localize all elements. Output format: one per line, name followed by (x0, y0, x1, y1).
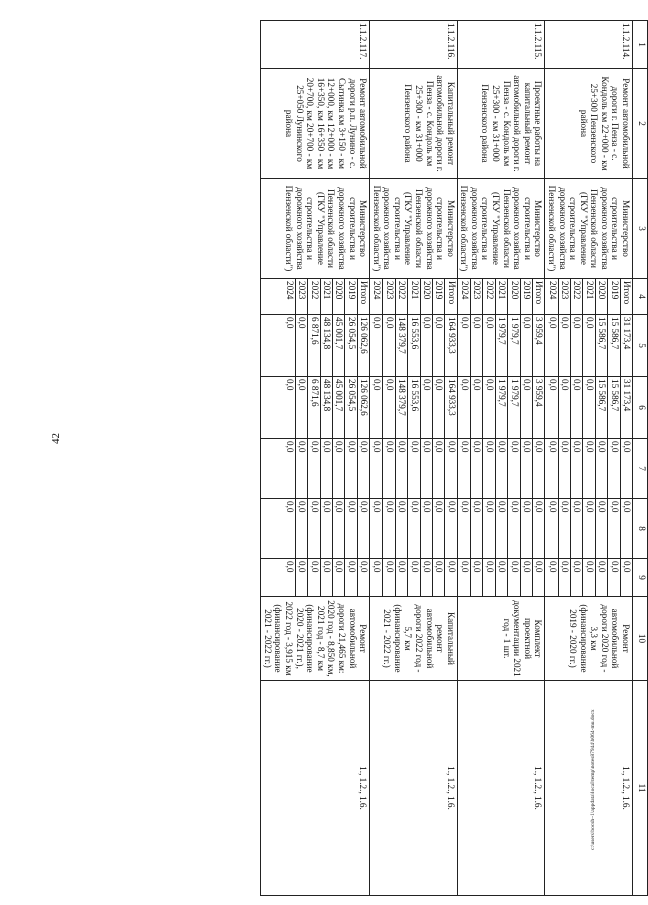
amount-value: 0,0 (444, 559, 456, 596)
amount-value: 0,0 (382, 439, 394, 498)
amount-value: 0,0 (558, 439, 570, 498)
amount-value: 0,0 (320, 439, 332, 498)
amount-value: 0,0 (432, 439, 444, 498)
amount-value: 0,0 (295, 377, 307, 438)
col-header-3: 3 (633, 179, 648, 279)
amount-value: 0,0 (620, 439, 632, 498)
row-number: 1.1.2.116. (370, 21, 458, 69)
amount-cell (370, 315, 458, 377)
amount-value: 0,0 (570, 499, 582, 558)
amount-value: 0,0 (520, 559, 532, 596)
amount-cell (457, 499, 545, 559)
amount-value: 16 553,6 (407, 315, 419, 376)
amount-value: 0,0 (295, 439, 307, 498)
amount-value: 3 959,4 (532, 377, 544, 438)
amount-cell (457, 439, 545, 499)
year-value: 2022 (395, 279, 407, 314)
amount-value: 0,0 (570, 559, 582, 596)
amount-value: 1 979,7 (507, 377, 519, 438)
year-value: 2023 (295, 279, 307, 314)
year-value: 2019 (520, 279, 532, 314)
year-value: 2020 (332, 279, 344, 314)
amount-value: 0,0 (570, 439, 582, 498)
amount-value: 0,0 (307, 439, 319, 498)
amount-value: 0,0 (482, 315, 494, 376)
year-value: 2019 (432, 279, 444, 314)
year-value: 2022 (482, 279, 494, 314)
amount-value: 0,0 (520, 439, 532, 498)
page-number: 42 (50, 433, 62, 444)
amount-cell (261, 559, 370, 597)
result-indicator: Капитальный ремонт автомобильной дороги 2022 год - 5,7 км (финансирование 2021 - 2022 гг.) (370, 597, 458, 681)
executor-name: Министерство строительства и дорожного хозяйства Пензенской области (ГКУ "Управление строительства и дорожного хозяйства Пензенской области") (545, 179, 633, 279)
year-value: 2021 (320, 279, 332, 314)
amount-cell (457, 315, 545, 377)
amount-cell (457, 559, 545, 597)
col-header-5: 5 (633, 315, 648, 377)
amount-value: 0,0 (547, 379, 558, 391)
amount-value: 0,0 (432, 377, 444, 438)
year-value: 2020 (507, 279, 519, 314)
year-value: 2022 (570, 279, 582, 314)
amount-value: 0,0 (395, 499, 407, 558)
amount-value: 0,0 (320, 559, 332, 596)
amount-value: 0,0 (595, 499, 607, 558)
year-value: 2024 (547, 281, 558, 300)
amount-value: 0,0 (372, 441, 383, 453)
amount-value: 0,0 (460, 501, 471, 513)
amount-value: 0,0 (470, 377, 482, 438)
amount-value: 45 001,7 (332, 315, 344, 376)
amount-value: 0,0 (595, 439, 607, 498)
amount-value: 0,0 (357, 499, 369, 558)
amount-value: 0,0 (307, 499, 319, 558)
row-number: 1.1.2.114. (545, 21, 633, 69)
amount-value: 0,0 (482, 499, 494, 558)
amount-value: 0,0 (332, 439, 344, 498)
amount-value: 31 173,4 (620, 377, 632, 438)
amount-value: 0,0 (372, 561, 383, 573)
target-reference: 1., 1.2., 1.6. (457, 681, 545, 896)
amount-cell (545, 559, 633, 597)
target-reference: 1., 1.2., 1.6. (545, 681, 633, 896)
year-value: 2021 (495, 279, 507, 314)
year-value: Итого (444, 279, 456, 314)
amount-value: 0,0 (532, 499, 544, 558)
amount-value: 0,0 (295, 499, 307, 558)
amount-value: 15 586,7 (595, 377, 607, 438)
measure-name: Ремонт автомобильной дороги г. Пенза - с. Кондоль км 22+000 - км 25+300 Пензенского района (545, 69, 633, 179)
amount-value: 0,0 (460, 379, 471, 391)
amount-value: 0,0 (582, 559, 594, 596)
amount-value: 0,0 (495, 559, 507, 596)
year-value: 2022 (307, 279, 319, 314)
amount-value: 0,0 (482, 439, 494, 498)
amount-value: 15 586,7 (607, 377, 619, 438)
executor-name: Министерство строительства и дорожного хозяйства Пензенской области (ГКУ "Управление строительства и дорожного хозяйства Пензенской области") (370, 179, 458, 279)
amount-value: 0,0 (344, 559, 356, 596)
amount-value: 15 586,7 (607, 315, 619, 376)
amount-value: 0,0 (595, 559, 607, 596)
amount-value: 0,0 (520, 499, 532, 558)
amount-value: 0,0 (532, 559, 544, 596)
amount-cell (370, 559, 458, 597)
amount-value: 0,0 (284, 317, 295, 329)
table-row (545, 21, 633, 896)
amount-cell (370, 499, 458, 559)
amount-value: 0,0 (432, 499, 444, 558)
amount-value: 0,0 (382, 559, 394, 596)
col-header-2: 2 (633, 69, 648, 179)
col-header-6: 6 (633, 377, 648, 439)
amount-value: 0,0 (460, 441, 471, 453)
amount-value: 0,0 (332, 499, 344, 558)
measure-name: Капитальный ремонт автомобильной дороги г. Пенза - с. Кондоль км 25+300 - км 31+000 Пензенского района (370, 69, 458, 179)
amount-value: 0,0 (620, 499, 632, 558)
year-value: Итого (357, 279, 369, 314)
year-value: Итого (532, 279, 544, 314)
year-value: 2021 (407, 279, 419, 314)
amount-value: 0,0 (482, 559, 494, 596)
year-value: 2023 (470, 279, 482, 314)
col-header-1: 1 (633, 21, 648, 69)
amount-value: 0,0 (307, 559, 319, 596)
amount-value: 0,0 (570, 377, 582, 438)
amount-value: 0,0 (507, 439, 519, 498)
amount-value: 31 173,4 (620, 315, 632, 376)
amount-value: 0,0 (482, 377, 494, 438)
amount-value: 0,0 (320, 499, 332, 558)
amount-value: 0,0 (547, 317, 558, 329)
amount-cell (457, 377, 545, 439)
amount-value: 0,0 (395, 559, 407, 596)
executor-name: Министерство строительства и дорожного хозяйства Пензенской области (ГКУ "Управление строительства и дорожного хозяйства Пензенской области") (457, 179, 545, 279)
amount-value: 0,0 (372, 501, 383, 513)
amount-cell (545, 439, 633, 499)
amount-value: 0,0 (558, 559, 570, 596)
amount-value: 0,0 (432, 315, 444, 376)
amount-value: 0,0 (444, 439, 456, 498)
amount-value: 0,0 (344, 499, 356, 558)
amount-value: 0,0 (420, 559, 432, 596)
year-value: 2024 (372, 281, 383, 300)
amount-cell (545, 499, 633, 559)
amount-value: 0,0 (520, 377, 532, 438)
amount-value: 0,0 (547, 501, 558, 513)
amount-value: 148 379,7 (395, 377, 407, 438)
file-path-footer: c:\users\bocsh~1\appdata\local\temp\notes87944\b064-mu.docx (590, 709, 596, 850)
amount-value: 0,0 (520, 315, 532, 376)
amount-value: 1 979,7 (495, 315, 507, 376)
amount-value: 0,0 (357, 559, 369, 596)
amount-value: 26 054,5 (344, 377, 356, 438)
amount-value: 6 871,6 (307, 315, 319, 376)
amount-value: 0,0 (558, 499, 570, 558)
amount-value: 15 586,7 (595, 315, 607, 376)
year-cell (370, 279, 458, 315)
amount-value: 0,0 (607, 559, 619, 596)
amount-value: 1 979,7 (507, 315, 519, 376)
amount-value: 0,0 (532, 439, 544, 498)
amount-cell (545, 315, 633, 377)
year-cell (545, 279, 633, 315)
row-number: 1.1.2.115. (457, 21, 545, 69)
amount-value: 45 001,7 (332, 377, 344, 438)
target-reference: 1., 1.2., 1.6. (261, 681, 370, 896)
amount-value: 164 933,3 (444, 315, 456, 376)
amount-value: 148 379,7 (395, 315, 407, 376)
amount-value: 0,0 (420, 499, 432, 558)
amount-value: 0,0 (284, 561, 295, 573)
amount-value: 0,0 (382, 315, 394, 376)
amount-cell (545, 377, 633, 439)
amount-value: 0,0 (570, 315, 582, 376)
amount-cell (261, 499, 370, 559)
amount-value: 0,0 (470, 499, 482, 558)
year-value: 2024 (460, 281, 471, 300)
year-value: 2021 (582, 279, 594, 314)
amount-value: 0,0 (295, 559, 307, 596)
amount-value: 0,0 (432, 559, 444, 596)
target-reference: 1., 1.2., 1.6. (370, 681, 458, 896)
year-value: 2019 (344, 279, 356, 314)
measure-name: Проектные работы на капитальный ремонт автомобильной дороги г. Пенза - с. Кондоль км 25+300 - км 31+000 Пензенского района (457, 69, 545, 179)
amount-value: 0,0 (344, 439, 356, 498)
amount-value: 0,0 (357, 439, 369, 498)
amount-value: 0,0 (495, 499, 507, 558)
amount-value: 0,0 (407, 439, 419, 498)
col-header-10: 10 (633, 597, 648, 681)
measure-name: Ремонт автомобильной дороги р.п. Лунино - с. Сытинка км 3+150 - км 12+000, км 12+000 - км 16+350, км 16+350 - км 20+700, км 20+700 - км 25+050 Лунинского района (261, 69, 370, 179)
amount-value: 0,0 (382, 377, 394, 438)
amount-value: 48 134,8 (320, 377, 332, 438)
amount-value: 126 062,6 (357, 315, 369, 376)
year-cell (261, 279, 370, 315)
amount-value: 0,0 (547, 441, 558, 453)
amount-value: 0,0 (284, 441, 295, 453)
amount-value: 3 959,4 (532, 315, 544, 376)
year-value: 2019 (607, 279, 619, 314)
amount-value: 0,0 (507, 499, 519, 558)
amount-value: 0,0 (420, 377, 432, 438)
amount-value: 0,0 (547, 561, 558, 573)
amount-value: 0,0 (582, 315, 594, 376)
result-indicator: Ремонт автомобильной дороги 2020 год - 3,3 км (финансирование 2019 - 2020 гг.) (545, 597, 633, 681)
table-body (261, 21, 633, 896)
amount-cell (370, 377, 458, 439)
row-number: 1.1.2.117. (261, 21, 370, 69)
amount-value: 0,0 (620, 559, 632, 596)
amount-value: 0,0 (382, 499, 394, 558)
amount-value: 0,0 (470, 559, 482, 596)
col-header-4: 4 (633, 279, 648, 315)
table-row (457, 21, 545, 896)
amount-value: 0,0 (470, 315, 482, 376)
amount-cell (261, 315, 370, 377)
amount-value: 0,0 (558, 315, 570, 376)
amount-value: 0,0 (420, 315, 432, 376)
result-indicator: Комплект проектной документации 2021 год - 1 шт. (457, 597, 545, 681)
amount-value: 0,0 (284, 501, 295, 513)
amount-value: 6 871,6 (307, 377, 319, 438)
amount-value: 0,0 (372, 317, 383, 329)
col-header-11: 11 (633, 681, 648, 896)
amount-value: 0,0 (558, 377, 570, 438)
amount-value: 16 553,6 (407, 377, 419, 438)
amount-value: 0,0 (460, 561, 471, 573)
amount-value: 1 979,7 (495, 377, 507, 438)
amount-value: 164 933,3 (444, 377, 456, 438)
table-row (261, 21, 370, 896)
amount-value: 0,0 (607, 439, 619, 498)
executor-name: Министерство строительства и дорожного хозяйства Пензенской области (ГКУ "Управление строительства и дорожного хозяйства Пензенской области") (261, 179, 370, 279)
amount-value: 0,0 (444, 499, 456, 558)
amount-value: 0,0 (372, 379, 383, 391)
year-value: 2024 (284, 281, 295, 300)
amount-value: 0,0 (460, 317, 471, 329)
amount-value: 126 062,6 (357, 377, 369, 438)
year-cell (457, 279, 545, 315)
year-value: 2020 (420, 279, 432, 314)
year-value: Итого (620, 279, 632, 314)
amount-value: 0,0 (470, 439, 482, 498)
col-header-7: 7 (633, 439, 648, 499)
amount-value: 0,0 (407, 499, 419, 558)
col-header-8: 8 (633, 499, 648, 559)
amount-value: 48 134,8 (320, 315, 332, 376)
amount-value: 0,0 (420, 439, 432, 498)
amount-cell (261, 377, 370, 439)
amount-value: 0,0 (582, 499, 594, 558)
year-value: 2023 (558, 279, 570, 314)
amount-value: 0,0 (495, 439, 507, 498)
amount-value: 0,0 (407, 559, 419, 596)
result-indicator: Ремонт автомобильной дороги 21,465 км: 2020 год - 8,850 км, 2021 год - 8,7 км (финансирование 2020 - 2021 гг.), 2022 год - 3,915 км (финансирование 2021 - 2022 гг.) (261, 597, 370, 681)
amount-cell (370, 439, 458, 499)
amount-value: 26 054,5 (344, 315, 356, 376)
table-row (370, 21, 458, 896)
amount-value: 0,0 (332, 559, 344, 596)
amount-value: 0,0 (582, 377, 594, 438)
amount-value: 0,0 (607, 499, 619, 558)
amount-value: 0,0 (295, 315, 307, 376)
amount-value: 0,0 (507, 559, 519, 596)
col-header-9: 9 (633, 559, 648, 597)
year-value: 2020 (595, 279, 607, 314)
amount-value: 0,0 (582, 439, 594, 498)
amount-value: 0,0 (395, 439, 407, 498)
header-row (633, 21, 648, 896)
amount-cell (261, 439, 370, 499)
amount-value: 0,0 (284, 379, 295, 391)
year-value: 2023 (382, 279, 394, 314)
